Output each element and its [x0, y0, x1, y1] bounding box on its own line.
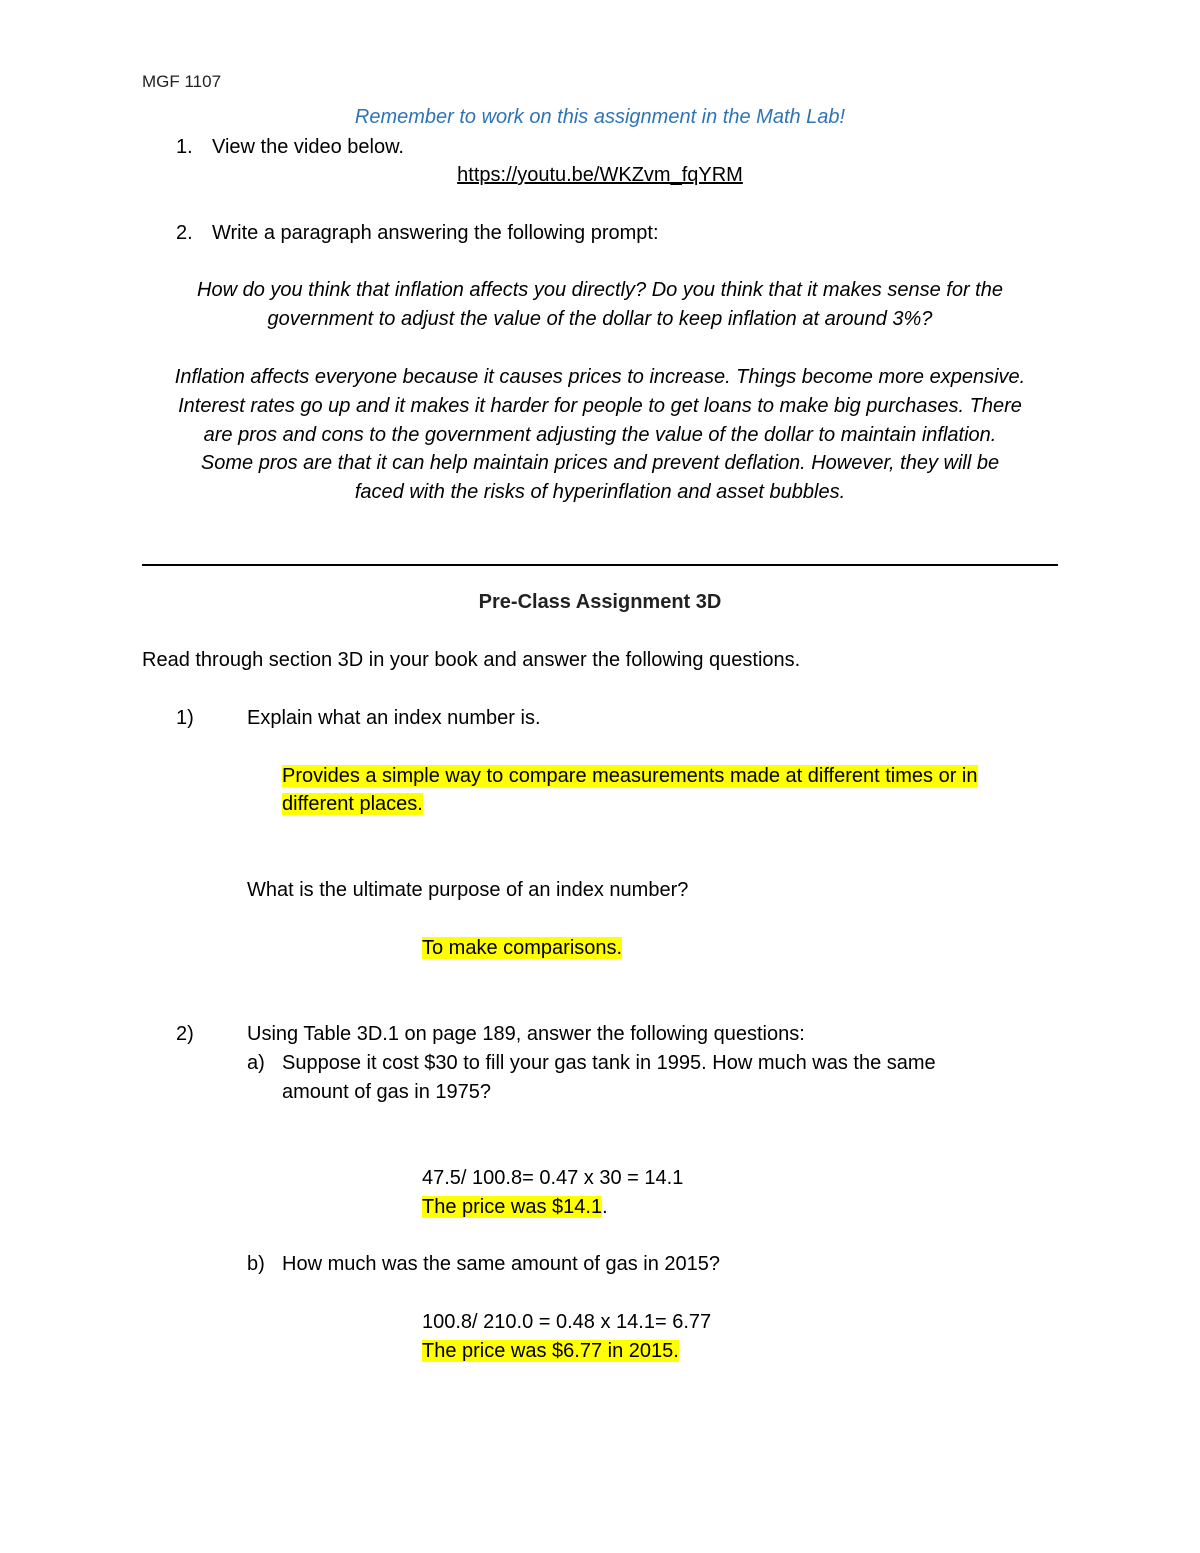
prompt-line-2: government to adjust the value of the dollar to keep inflation at around 3%?: [267, 308, 933, 330]
item-1-text: View the video below.: [212, 136, 404, 158]
video-link-line: [0, 164, 1200, 187]
q2a-answer-period: .: [602, 1196, 608, 1218]
q1-answer-highlight-2: different places.: [282, 793, 423, 815]
response-line-5: faced with the risks of hyperinflation and asset bubbles.: [354, 481, 846, 503]
prompt-line-1: How do you think that inflation affects you directly? Do you think that it makes sense for the: [197, 279, 1003, 301]
q2a-text-line-2: amount of gas in 1975?: [282, 1081, 492, 1103]
section-divider: [142, 564, 1058, 566]
q2b-answer-line: [422, 1340, 679, 1363]
q1-text: Explain what an index number is.: [247, 707, 541, 729]
response-line-4: Some pros are that it can help maintain prices and prevent deflation. However, they will be: [200, 452, 1000, 474]
q2b-calculation: 100.8/ 210.0 = 0.48 x 14.1= 6.77: [422, 1311, 712, 1333]
item-1-number: 1.: [176, 136, 193, 158]
q1-followup-answer-line: [422, 937, 622, 960]
q2b-label: b): [247, 1253, 265, 1275]
item-2-number: 2.: [176, 222, 193, 244]
q1-answer-line-2: [282, 793, 423, 816]
q2a-answer-line: [422, 1196, 608, 1219]
response-line-3: are pros and cons to the government adjusting the value of the dollar to maintain inflation.: [203, 424, 997, 446]
q1-number: 1): [176, 707, 194, 729]
q2a-calculation: 47.5/ 100.8= 0.47 x 30 = 14.1: [422, 1167, 684, 1189]
q2b-answer: The price was $6.77 in 2015.: [422, 1340, 679, 1362]
q1-answer-line-1: [282, 765, 978, 788]
q1-followup: What is the ultimate purpose of an index number?: [247, 879, 689, 901]
section-intro: Read through section 3D in your book and answer the following questions.: [142, 649, 801, 671]
response-line-1: Inflation affects everyone because it causes prices to increase. Things become more expensive.: [174, 366, 1026, 388]
q2a-text-line-1: Suppose it cost $30 to fill your gas tank in 1995. How much was the same: [282, 1052, 936, 1074]
q1-answer-highlight-1: Provides a simple way to compare measurements made at different times or in: [282, 765, 978, 787]
q2a-label: a): [247, 1052, 265, 1074]
section-title: Pre-Class Assignment 3D: [478, 591, 722, 613]
video-link[interactable]: https://youtu.be/WKZvm_fqYRM: [457, 164, 743, 186]
q1-followup-answer: To make comparisons.: [422, 937, 623, 959]
course-code: MGF 1107: [142, 72, 222, 91]
q2-number: 2): [176, 1023, 194, 1045]
q2b-text: How much was the same amount of gas in 2015?: [282, 1253, 721, 1275]
response-line-2: Interest rates go up and it makes it harder for people to get loans to make big purchases. There: [178, 395, 1022, 417]
q2a-answer: The price was $14.1: [422, 1196, 603, 1218]
item-2-text: Write a paragraph answering the following prompt:: [212, 222, 659, 244]
math-lab-reminder: Remember to work on this assignment in the Math Lab!: [354, 106, 846, 128]
q2-text: Using Table 3D.1 on page 189, answer the following questions:: [247, 1023, 805, 1045]
